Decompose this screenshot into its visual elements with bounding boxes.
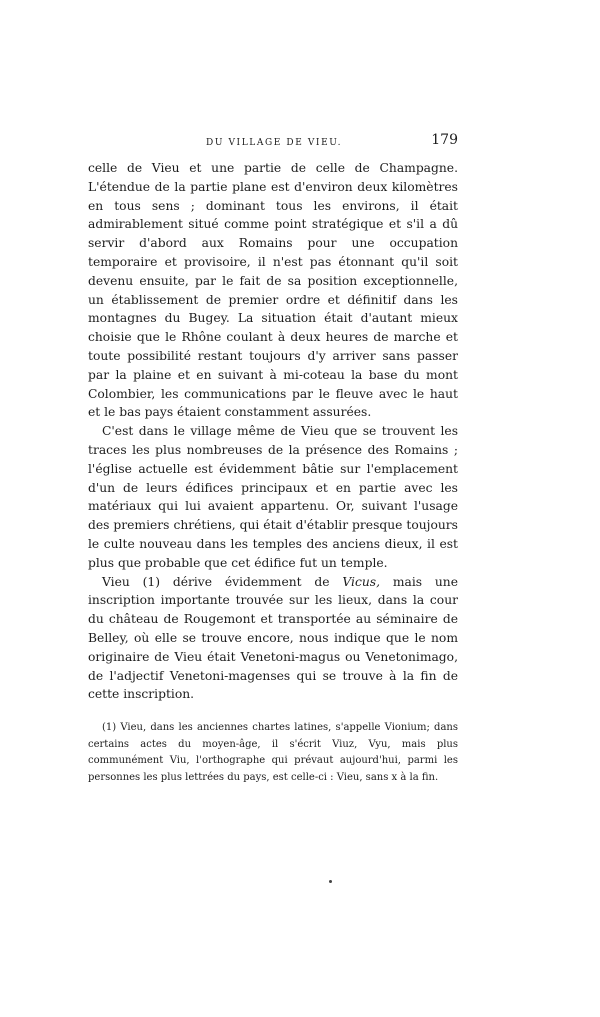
body-paragraph-1: celle de Vieu et une partie de celle de Champagne. L'étendue de la partie plane est d'environ deux kilomètres en tous sens ; dominant tous les environs, il était admirablement situé comme point stratégique et s'il a dû servir d'abord aux Romains pour une occupation temporaire et provisoire, il n'est pas étonnant qu'il soit devenu ensuite, par le fait de sa position exceptionnelle, un établissement de premier ordre et définitif dans les montagnes du Bugey. La situation était d'autant mieux choisie que le Rhône coulant à deux heures de marche et toute possibilité restant toujours d'y arriver sans passer par la plaine et en suivant à mi-coteau la base du mont Colombier, les communications par le fleuve avec le haut et le bas pays étaient constamment assurées. (88, 161, 458, 420)
ink-speck (329, 880, 332, 883)
book-page (88, 128, 458, 786)
vicus-italic: Vicus, (342, 574, 381, 589)
body-paragraph-2: C'est dans le village même de Vieu que se trouvent les traces les plus nombreuses de la présence des Romains ; l'église actuelle est évidemment bâtie sur l'emplacement d'un de leurs édifices principaux et en partie avec les matériaux qui lui avaient appartenu. Or, suivant l'usage des premiers chrétiens, qui était d'établir presque toujours le culte nouveau dans les temples des anciens dieux, il est plus que probable que cet édifice fut un temple. (88, 424, 458, 570)
footnote-1: (1) Vieu, dans les anciennes chartes latines, s'appelle Vionium; dans certains actes du moyen-âge, il s'écrit Viuz, Vyu, mais plus communément Viu, l'orthographe qui prévaut aujourd'hui, parmi les personnes les plus lettrées du pays, est celle-ci : Vieu, sans x à la fin. (88, 722, 458, 783)
paragraph-3-lead: Vieu (1) dérive évidemment de (102, 574, 343, 589)
running-head (88, 128, 458, 152)
paragraph-3-rest: mais une inscription importante trouvée sur les lieux, dans la cour du château de Rougemont et transportée au séminaire de Belley, où elle se trouve encore, nous indique que le nom originaire de Vieu était Venetoni-magus ou Venetonimago, de l'adjectif Venetoni-magenses qui se trouve à la fin de cette inscription. (88, 574, 458, 702)
page-number: 179 (431, 132, 458, 148)
footnotes (88, 720, 458, 786)
body-paragraph-3 (88, 573, 458, 705)
running-title: DU VILLAGE DE VIEU. (206, 138, 343, 148)
